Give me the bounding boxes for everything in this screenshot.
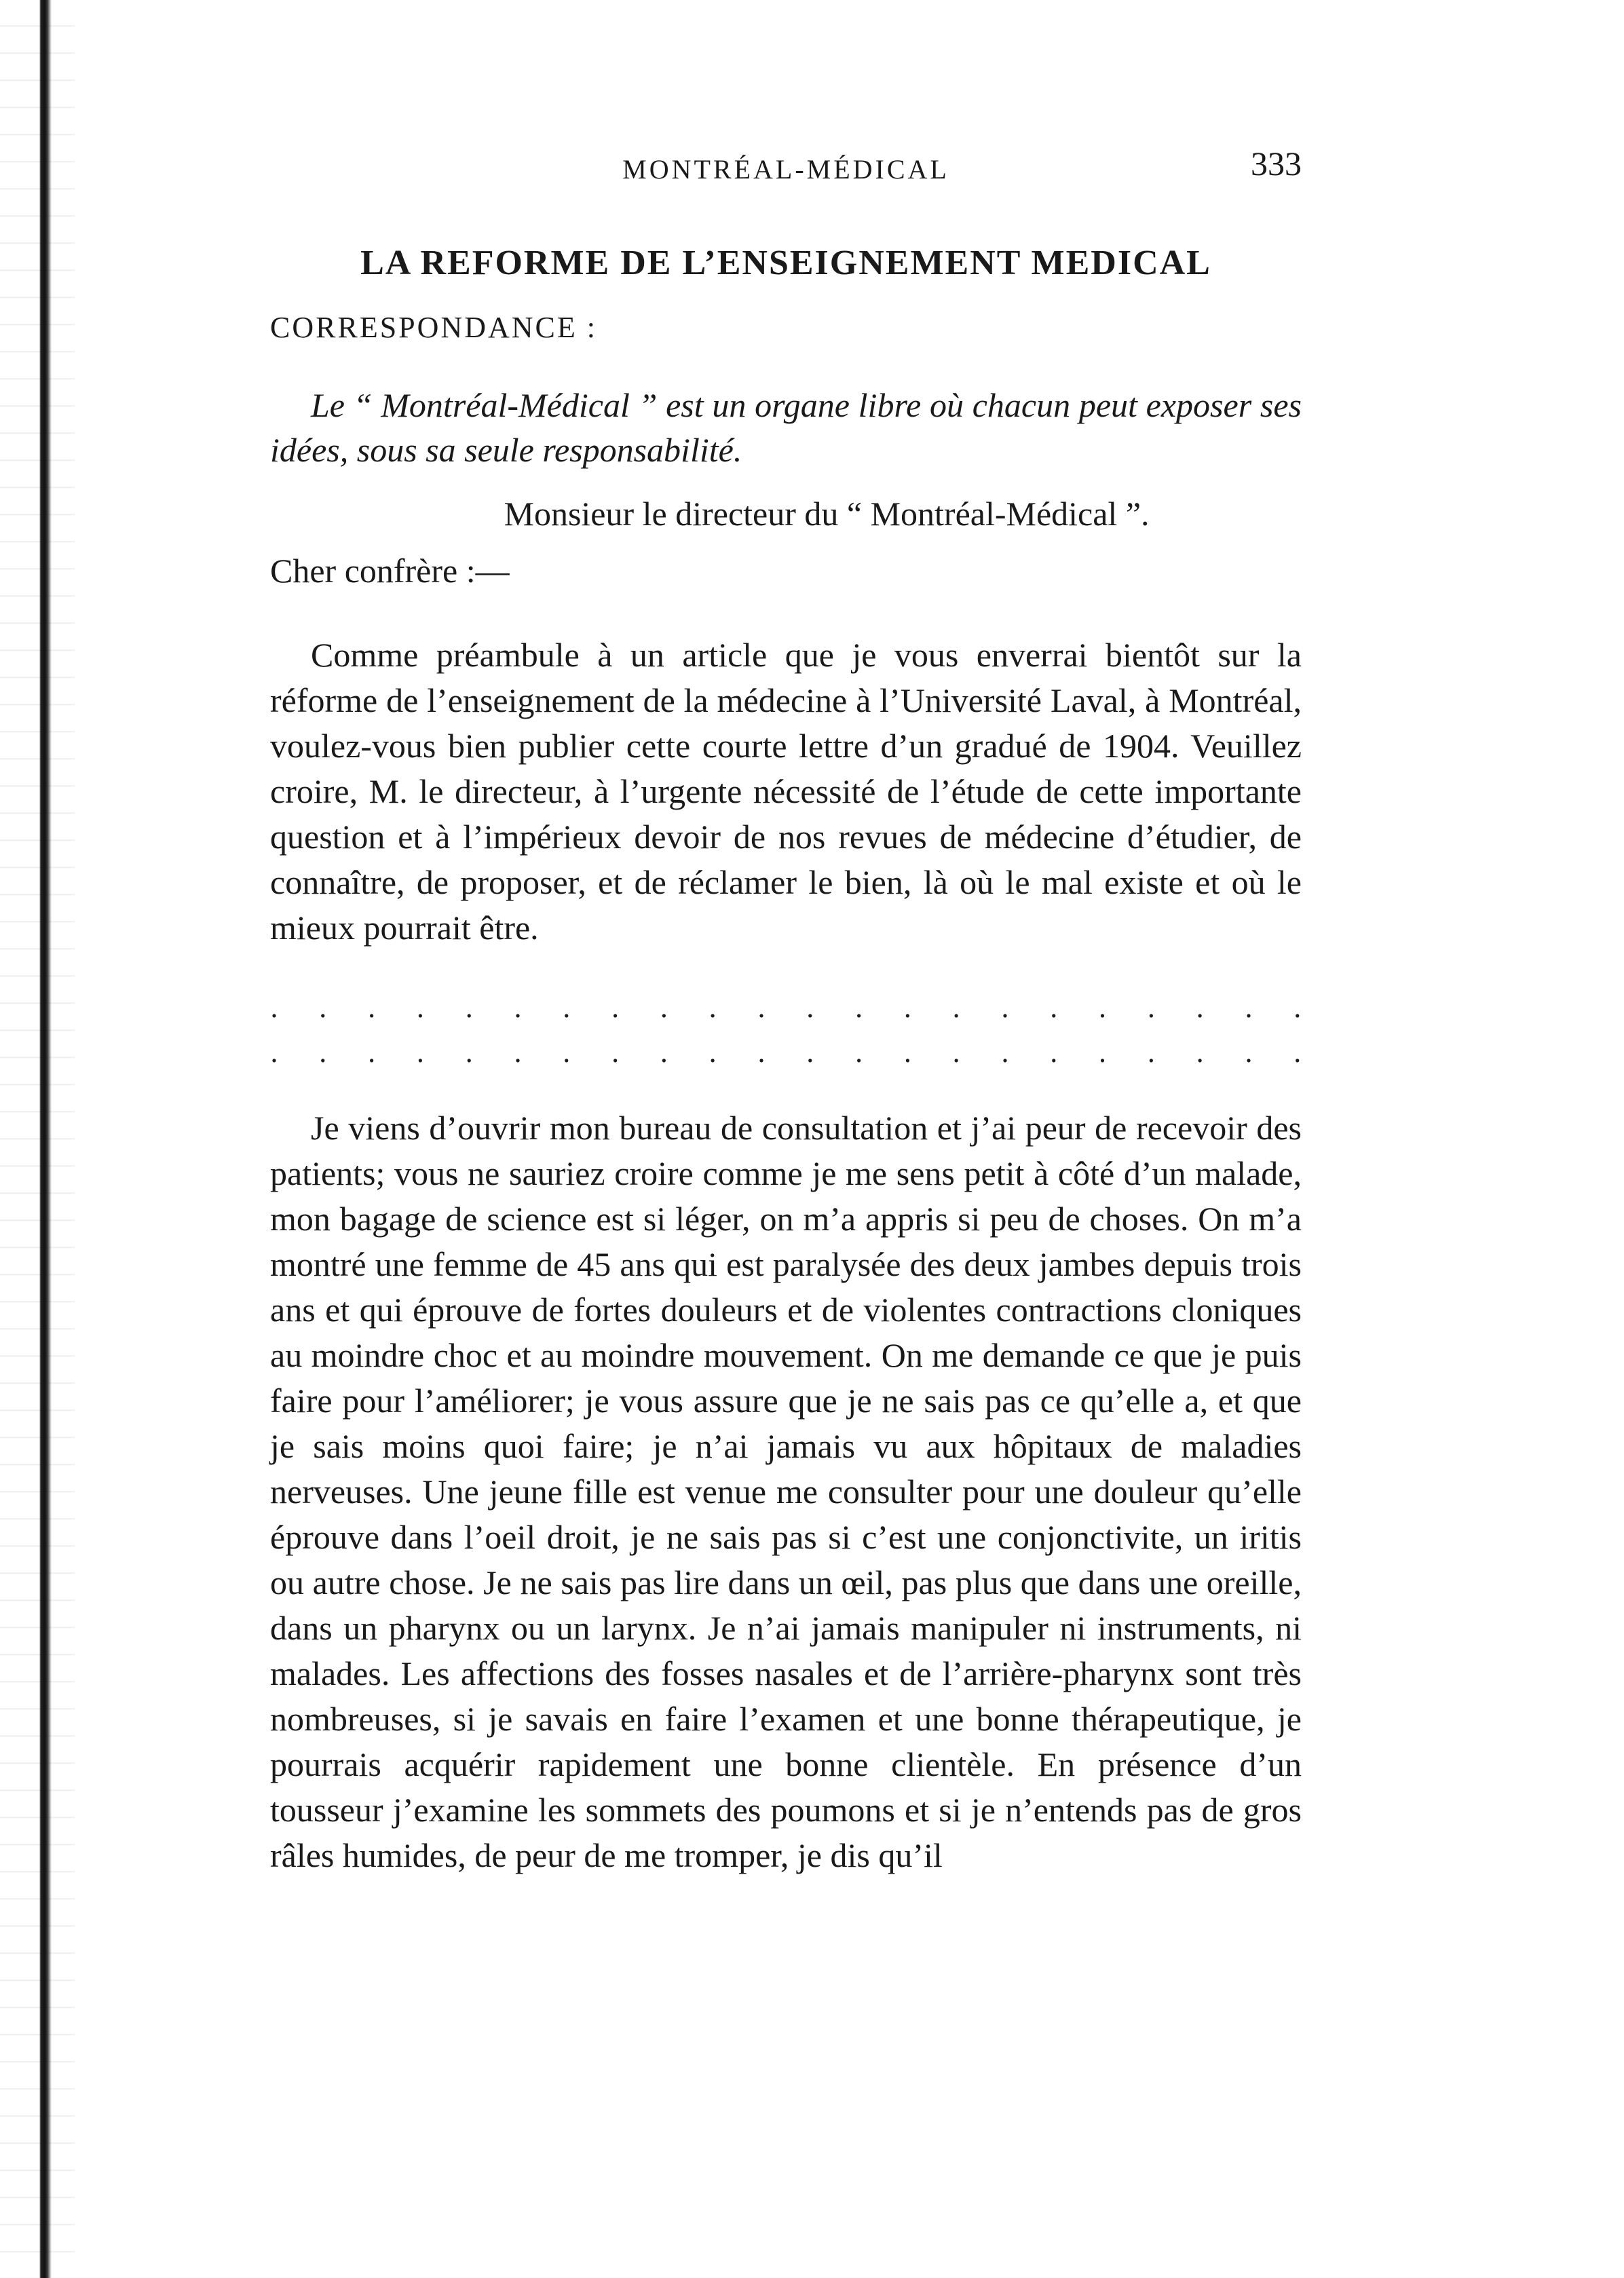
ellipsis-dot: .: [611, 990, 620, 1024]
ellipsis-dot: .: [270, 990, 278, 1024]
ellipsis-dot: .: [1001, 1035, 1009, 1069]
greeting: Cher confrère :—: [270, 552, 510, 590]
ellipsis-dot: .: [1196, 990, 1204, 1024]
scan-noise: [0, 0, 75, 2278]
ellipsis-dot: .: [1147, 990, 1155, 1024]
ellipsis-dot: .: [757, 1035, 766, 1069]
paragraph-preamble: Comme préambule à un article que je vous enverrai bientôt sur la réforme de l’enseignement de la médecine à l’Université Laval, à Montréal, voulez-vous bien publier cette courte lettre d’un gradué de 1904. Veuillez croire, M. le directeur, à l’urgente nécessité de l’étude de cette importante question et à l’impérieux devoir de nos revues de médecine d’étudier, de connaître, de proposer, et de réclamer le bien, là où le mal existe et où le mieux pourrait être.: [270, 636, 1302, 947]
ellipsis-dot: .: [660, 990, 668, 1024]
ellipsis-dot: .: [855, 990, 863, 1024]
ellipsis-dot: .: [1245, 990, 1253, 1024]
article-title: LA REFORME DE L’ENSEIGNEMENT MEDICAL: [360, 244, 1211, 282]
ellipsis-dot: .: [319, 1035, 327, 1069]
ellipsis-dot: .: [1196, 1035, 1204, 1069]
ellipsis-dot: .: [514, 1035, 522, 1069]
ellipsis-dot: .: [952, 990, 960, 1024]
ellipsis-dot: .: [1099, 990, 1107, 1024]
ellipsis-dot: .: [1050, 1035, 1058, 1069]
editorial-note: Le “ Montréal-Médical ” est un organe libre où chacun peut exposer ses idées, sous sa seule responsabilité.: [270, 386, 1302, 469]
ellipsis-dot: .: [416, 1035, 424, 1069]
ellipsis-dot: .: [563, 1035, 571, 1069]
ellipsis-dot: .: [1147, 1035, 1155, 1069]
ellipsis-dot: .: [1293, 990, 1302, 1024]
page-number: 333: [1251, 145, 1302, 183]
section-label: CORRESPONDANCE :: [270, 311, 597, 344]
ellipsis-dot: .: [1001, 990, 1009, 1024]
ellipsis-dot: .: [465, 1035, 473, 1069]
ellipsis-dot: .: [709, 990, 717, 1024]
ellipsis-dot: .: [1245, 1035, 1253, 1069]
ellipsis-row: [270, 985, 1302, 1029]
ellipsis-dot: .: [1050, 990, 1058, 1024]
ellipsis-dot: .: [806, 990, 814, 1024]
ellipsis-dot: .: [903, 1035, 911, 1069]
running-title: MONTRÉAL-MÉDICAL: [622, 154, 949, 185]
ellipsis-dot: .: [465, 990, 473, 1024]
ellipsis-dot: .: [563, 990, 571, 1024]
ellipsis-dot: .: [660, 1035, 668, 1069]
paragraph-body: Je viens d’ouvrir mon bureau de consultation et j’ai peur de recevoir des patients; vous ne sauriez croire comme je me sens petit à côté d’un malade, mon bagage de science est si léger, on m’a appris si peu de choses. On m’a montré une femme de 45 ans qui est paralysée des deux jambes depuis trois ans et qui éprouve de fortes douleurs et de violentes contractions cloniques au moindre choc et au moindre mouvement. On me demande ce que je puis faire pour l’améliorer; je vous assure que je ne sais pas ce qu’elle a, et que je sais moins quoi faire; je n’ai jamais vu aux hôpitaux de maladies nerveuses. Une jeune fille est venue me consulter pour une douleur qu’elle éprouve dans l’oeil droit, je ne sais pas si c’est une conjonctivite, un iritis ou autre chose. Je ne sais pas lire dans un œil, pas plus que dans une oreille, dans un pharynx ou un larynx. Je n’ai jamais manipuler ni instruments, ni malades. Les affections des fosses nasales et de l’arrière-pharynx sont très nombreuses, si je savais en faire l’examen et une bonne thérapeutique, je pourrais acquérir rapidement une bonne clientèle. En présence d’un tousseur j’examine les sommets des poumons et si je n’entends pas de gros râles humides, de peur de me tromper, je dis qu’il: [270, 1109, 1302, 1874]
ellipsis-dot: .: [855, 1035, 863, 1069]
ellipsis-dot: .: [757, 990, 766, 1024]
ellipsis-dot: .: [1293, 1035, 1302, 1069]
ellipsis-dot: .: [319, 990, 327, 1024]
ellipsis-dot: .: [806, 1035, 814, 1069]
ellipsis-dot: .: [903, 990, 911, 1024]
ellipsis-dot: .: [270, 1035, 278, 1069]
ellipsis-dot: .: [368, 1035, 376, 1069]
ellipsis-dot: .: [416, 990, 424, 1024]
ellipsis-dot: .: [514, 990, 522, 1024]
ellipsis-row: [270, 1029, 1302, 1074]
addressee-line: Monsieur le directeur du “ Montréal-Médical ”.: [504, 495, 1150, 533]
ellipsis-dot: .: [368, 990, 376, 1024]
ellipsis-dot: .: [1099, 1035, 1107, 1069]
running-head: [270, 144, 1302, 198]
ellipsis-dot: .: [611, 1035, 620, 1069]
ellipsis-dot: .: [709, 1035, 717, 1069]
ellipsis-dot: .: [952, 1035, 960, 1069]
page-content: [270, 144, 1302, 1912]
